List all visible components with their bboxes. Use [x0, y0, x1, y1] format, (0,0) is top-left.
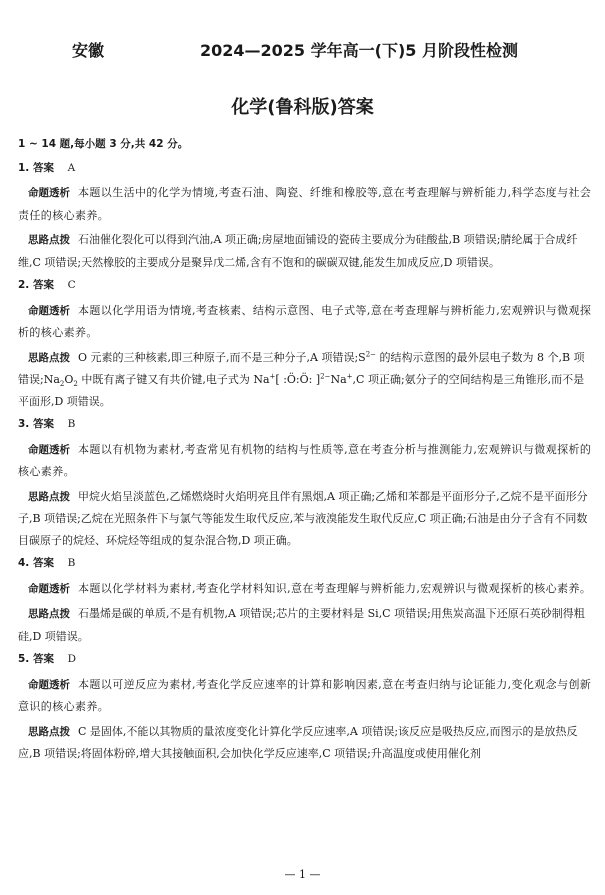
question-answer-line — [18, 158, 593, 180]
question-number: 5. — [18, 653, 30, 665]
analysis-paragraph — [18, 578, 593, 601]
analysis-label: 命题透析 — [28, 304, 70, 317]
superscript: 2− — [320, 372, 331, 381]
analysis-label: 命题透析 — [28, 582, 70, 595]
answer-label: 答案 — [32, 279, 54, 291]
analysis-label: 命题透析 — [28, 678, 70, 691]
hint-paragraph — [18, 347, 593, 413]
question-answer-line — [18, 553, 593, 575]
document-title: 化学(鲁科版)答案 — [231, 97, 374, 118]
question-answer-line — [18, 414, 593, 436]
hint-label: 思路点拨 — [28, 234, 70, 246]
question-number: 2. — [18, 279, 30, 291]
superscript: + — [346, 372, 353, 381]
question-answer-line — [18, 649, 593, 671]
answer-label: 答案 — [32, 653, 54, 665]
hint-paragraph — [18, 721, 593, 765]
question-number: 3. — [18, 418, 30, 430]
hint-text-part: Na — [330, 373, 347, 386]
subscript: 2 — [59, 380, 65, 389]
analysis-paragraph — [18, 182, 593, 226]
hint-text-part: 中既有离子键又有共价键,电子式为 Na — [77, 373, 270, 386]
question-block — [18, 553, 593, 647]
question-block — [18, 414, 593, 551]
hint-text: C 是固体,不能以其物质的量浓度变化计算化学反应速率,A 项错误;该反应是吸热反应,而图示的是放热反应,B 项错误;将固体粉碎,增大其接触面积,会加快化学反应速率,C 项错误;升高温度或使用催化剂 — [18, 724, 578, 760]
answer-value: C — [67, 279, 76, 291]
question-block — [18, 275, 593, 412]
question-number: 1. — [18, 161, 30, 174]
question-answer-line — [18, 275, 593, 297]
hint-text: 石油催化裂化可以得到汽油,A 项正确;房屋地面铺设的瓷砖主要成分为硅酸盐,B 项错误;腈纶属于合成纤维,C 项错误;天然橡胶的主要成分是聚异戊二烯,含有不饱和的碳碳双键,能发生加成反应,D 项错误。 — [18, 233, 578, 269]
page-header — [0, 38, 605, 60]
province-label: 安徽 — [72, 41, 105, 60]
analysis-label: 命题透析 — [28, 187, 70, 199]
question-block — [18, 649, 593, 765]
hint-text-part: 的结构示意图的最外层电子数为 8 个,B 项错误;Na — [18, 350, 585, 386]
hint-paragraph — [18, 229, 593, 273]
analysis-text: 本题以有机物为素材,考查常见有机物的结构与性质等,意在考查分析与推测能力,宏观辨识与微观探析的核心素养。 — [18, 442, 592, 478]
hint-text: 石墨烯是碳的单质,不是有机物,A 项错误;芯片的主要材料是 Si,C 项错误;用焦炭高温下还原石英砂制得粗硅,D 项错误。 — [18, 607, 585, 643]
superscript: 2− — [365, 349, 377, 358]
hint-text-part: ,C 项正确;氨分子的空间结构是三角锥形,而不是平面形,D 项错误。 — [18, 373, 585, 408]
analysis-text: 本题以生活中的化学为情境,考查石油、陶瓷、纤维和橡胶等,意在考查理解与辨析能力,科学态度与社会责任的核心素养。 — [18, 186, 592, 222]
answer-value: D — [67, 653, 77, 665]
answer-value: B — [67, 418, 76, 430]
question-block — [18, 158, 593, 274]
answer-label: 答案 — [32, 557, 54, 569]
answer-value: A — [67, 161, 76, 174]
hint-text-part: O 元素的三种核素,即三种原子,而不是三种分子,A 项错误;S — [78, 350, 366, 364]
answer-value: B — [67, 557, 76, 569]
hint-paragraph — [18, 486, 593, 552]
analysis-paragraph — [18, 439, 593, 483]
question-number: 4. — [18, 557, 30, 569]
page-number: — 1 — — [284, 868, 321, 881]
answer-label: 答案 — [32, 161, 54, 174]
answer-label: 答案 — [32, 418, 54, 430]
subscript: 2 — [73, 380, 78, 389]
hint-label: 思路点拨 — [28, 608, 70, 620]
hint-label: 思路点拨 — [28, 490, 70, 503]
hint-text: 甲烷火焰呈淡蓝色,乙烯燃烧时火焰明亮且伴有黑烟,A 项正确;乙烯和苯都是平面形分子,乙烷不是平面形分子,B 项错误;乙烷在光照条件下与氯气等能发生取代反应,苯与液溴能发生取代反应,C 项正确;石油是由分子含有不同数目碳原子的烷烃、环烷烃等组成的复杂混合物,D 项正确。 — [18, 489, 588, 547]
answer-content — [18, 134, 593, 765]
analysis-text: 本题以可逆反应为素材,考查化学反应速率的计算和影响因素,意在考查归纳与论证能力,变化观念与创新意识的核心素养。 — [18, 677, 592, 713]
exam-title: 2024—2025 学年高一(下)5 月阶段性检测 — [200, 41, 518, 60]
electron-formula: [ :Ö:Ö: ] — [275, 373, 321, 386]
hint-text-part: O — [64, 373, 74, 386]
hint-paragraph — [18, 603, 593, 647]
hint-label: 思路点拨 — [28, 351, 70, 364]
scoring-intro: 1 ~ 14 题,每小题 3 分,共 42 分。 — [18, 138, 189, 150]
analysis-text: 本题以化学用语为情境,考查核素、结构示意图、电子式等,意在考查理解与辨析能力,宏观辨识与微观探析的核心素养。 — [18, 303, 592, 339]
analysis-label: 命题透析 — [28, 443, 70, 456]
analysis-paragraph — [18, 300, 593, 344]
analysis-text: 本题以化学材料为素材,考查化学材料知识,意在考查理解与辨析能力,宏观辨识与微观探析的核心素养。 — [78, 581, 592, 595]
superscript: + — [269, 372, 276, 381]
hint-label: 思路点拨 — [28, 725, 70, 738]
analysis-paragraph — [18, 674, 593, 718]
